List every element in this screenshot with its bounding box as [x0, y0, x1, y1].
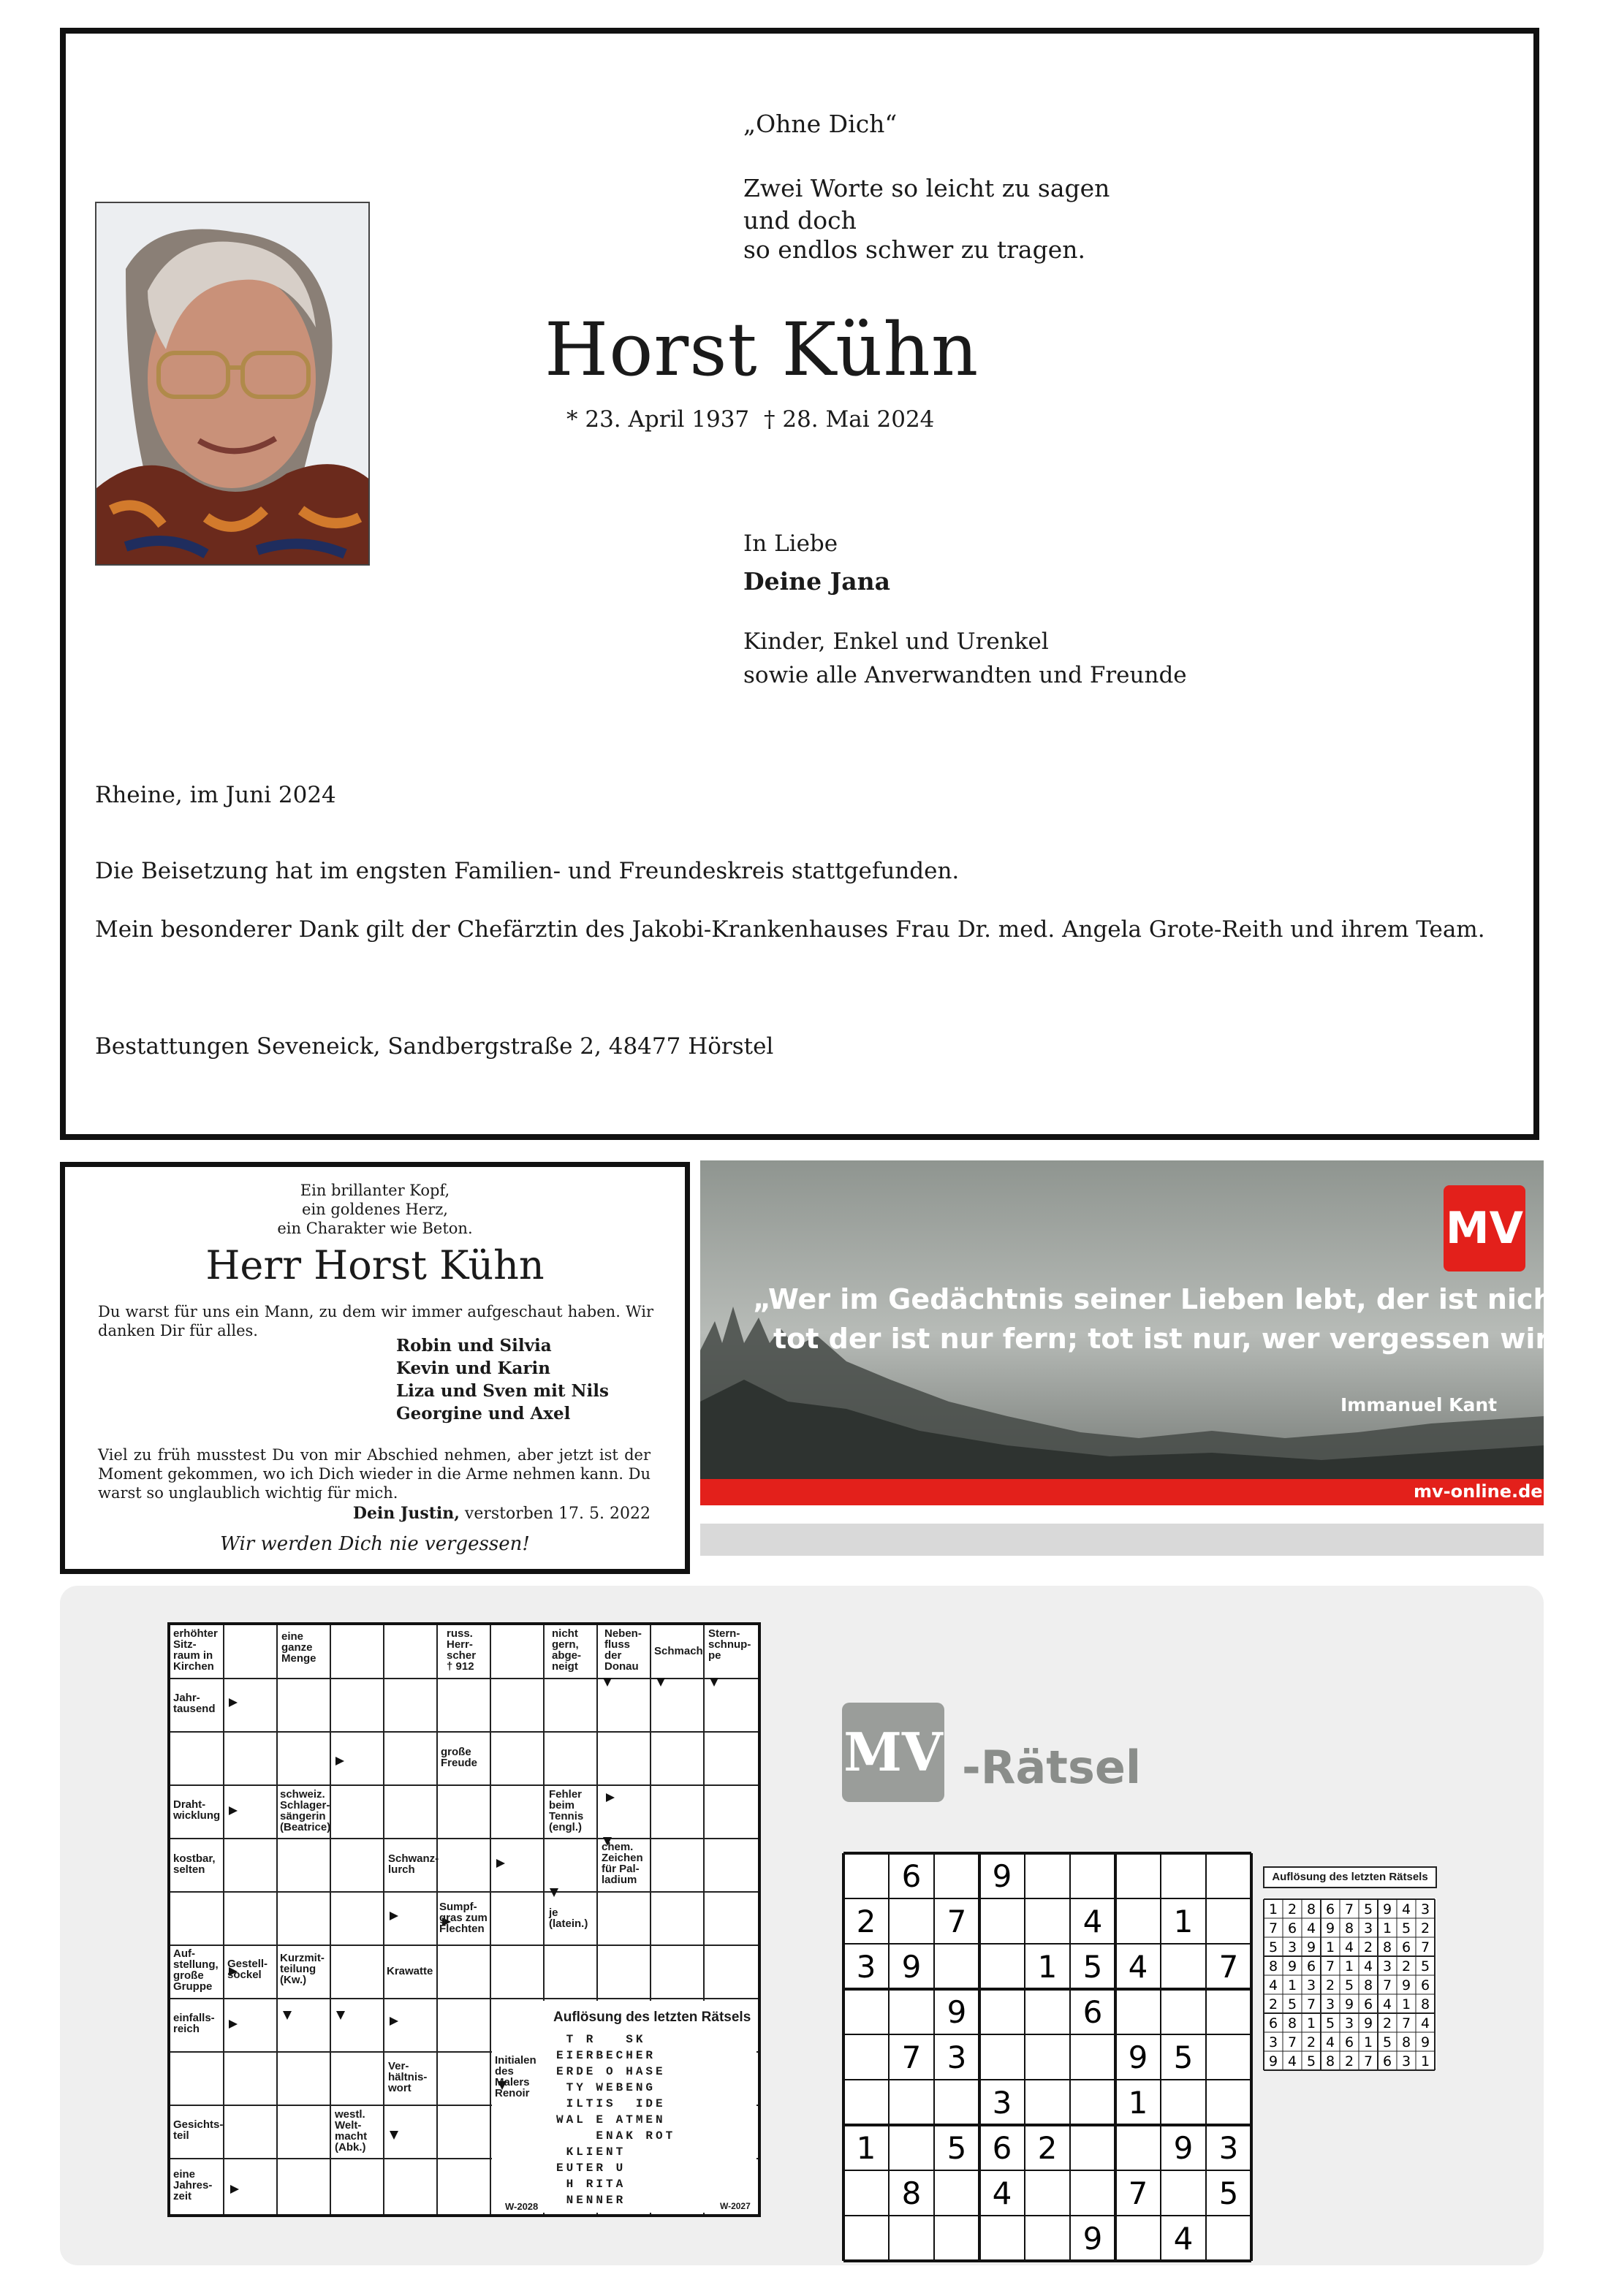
portrait-photo: [95, 202, 370, 566]
justin-sign: Dein Justin, verstorben 17. 5. 2022: [352, 1504, 651, 1523]
clue: Schwanz- lurch: [388, 1852, 439, 1876]
clue: Schmach: [654, 1645, 703, 1657]
mourner-name: Kevin und Karin: [396, 1358, 550, 1378]
clue: Gestell- sockel: [227, 1958, 268, 1981]
sudoku-digit: 3: [947, 2040, 967, 2075]
clue: Gesichts- teil: [173, 2118, 224, 2142]
sudoku-solution-digit: 2: [1363, 1939, 1373, 1955]
ad-url[interactable]: mv-online.de: [1414, 1481, 1543, 1502]
sudoku-digit: 3: [856, 1949, 876, 1985]
sudoku-digit: 6: [1082, 1994, 1103, 2030]
family-line: sowie alle Anverwandten und Freunde: [743, 662, 1187, 688]
sudoku-solution-digit: 1: [1268, 1901, 1278, 1917]
sudoku-solution-digit: 7: [1401, 2015, 1411, 2031]
sudoku-solution-digit: 7: [1420, 1939, 1430, 1955]
sudoku-digit: 5: [1218, 2175, 1239, 2211]
sudoku-digit: 1: [1128, 2085, 1148, 2121]
intro-line: Ein brillanter Kopf,: [300, 1182, 450, 1199]
sudoku-digit: 2: [856, 1904, 876, 1939]
sudoku-digit: 5: [1173, 2040, 1194, 2075]
sudoku-solution-digit: 7: [1382, 1977, 1392, 1993]
sudoku-digit: 4: [1082, 1904, 1103, 1939]
sudoku-solution-digit: 4: [1382, 1996, 1392, 2012]
sudoku-solution-digit: 3: [1382, 1958, 1392, 1974]
poem-title: „Ohne Dich“: [743, 110, 898, 138]
sudoku-solution-digit: 4: [1325, 2034, 1335, 2050]
sudoku-solution-digit: 3: [1325, 1996, 1335, 2012]
sudoku-digit: 4: [1173, 2221, 1194, 2257]
sudoku-digit: 4: [992, 2175, 1012, 2211]
sudoku-solution-digit: 8: [1306, 1901, 1316, 1917]
sudoku-solution-digit: 3: [1306, 1977, 1316, 1993]
clue: chem. Zeichen für Pal- ladium: [602, 1841, 643, 1886]
clue: westl. Welt- macht (Abk.): [335, 2108, 368, 2154]
sudoku-digit: 9: [1173, 2130, 1194, 2166]
mv-logo: MV: [1444, 1185, 1525, 1271]
sudoku-digit: 9: [1082, 2221, 1103, 2257]
sudoku-solution-digit: 2: [1382, 2015, 1392, 2031]
burial-text: Die Beisetzung hat im engsten Familien- und Freundeskreis stattgefunden.: [95, 858, 960, 884]
sudoku-solution-digit: 6: [1268, 2015, 1278, 2031]
sudoku-digit: 8: [901, 2175, 922, 2211]
place-date: Rheine, im Juni 2024: [95, 782, 336, 808]
sudoku-solution-digit: 5: [1344, 1977, 1354, 1993]
sudoku-solution-digit: 9: [1306, 1939, 1316, 1955]
sudoku-solution-digit: 8: [1344, 1920, 1354, 1936]
ad-author: Immanuel Kant: [1340, 1394, 1498, 1415]
sudoku-digit: 1: [1173, 1904, 1194, 1939]
sudoku-solution-digit: 5: [1363, 1901, 1373, 1917]
sudoku-solution-digit: 4: [1420, 2015, 1430, 2031]
sudoku-digit: 2: [1037, 2130, 1058, 2166]
crossword-solution-grid: T R SK EIERBECHER ERDE O HASE TY WEBENG ILTIS IDE WAL E ATMEN ENAK ROT KLIENT EUTER U H RITA NENNER: [556, 2033, 676, 2207]
poem-line: und doch: [743, 206, 857, 235]
sudoku-solution-digit: 8: [1268, 1958, 1278, 1974]
sudoku-digit: 9: [901, 1949, 922, 1985]
sudoku-solution-digit: 5: [1382, 2034, 1392, 2050]
sudoku-solution-digit: 4: [1363, 1958, 1373, 1974]
sudoku-solution-digit: 1: [1363, 2034, 1373, 2050]
mourner-name: Liza und Sven mit Nils: [396, 1381, 609, 1401]
sudoku-solution-digit: 8: [1287, 2015, 1297, 2031]
clue: Neben- fluss der Donau: [604, 1627, 642, 1673]
sudoku-solution-digit: 3: [1287, 1939, 1297, 1955]
raetsel-title: -Rätsel: [962, 1741, 1142, 1794]
sudoku-solution-digit: 9: [1382, 1901, 1392, 1917]
deceased-name: Horst Kühn: [545, 307, 979, 392]
closing-line: Wir werden Dich nie vergessen!: [220, 1533, 530, 1555]
sudoku-solution-digit: 4: [1306, 1920, 1316, 1936]
clue: Sumpf- gras zum Flechten: [439, 1901, 488, 1935]
intro-line: ein goldenes Herz,: [302, 1201, 448, 1218]
sudoku-solution-digit: 2: [1344, 2053, 1354, 2069]
sudoku-solution-digit: 9: [1420, 2034, 1430, 2050]
poem-line: Zwei Worte so leicht zu sagen: [743, 174, 1110, 202]
sudoku-solution-digit: 8: [1401, 2034, 1411, 2050]
clue: Draht- wicklung: [173, 1798, 221, 1822]
puzzle-code: W-2027: [720, 2201, 751, 2211]
sudoku-solution-digit: 2: [1268, 1996, 1278, 2012]
sudoku-solution-digit: 6: [1401, 1939, 1411, 1955]
sudoku-solution-digit: 3: [1268, 2034, 1278, 2050]
sudoku-solution-digit: 1: [1325, 1939, 1335, 1955]
sudoku-solution-digit: 7: [1363, 2053, 1373, 2069]
ad-quote-line: tot der ist nur fern; tot ist nur, wer vergessen wird.“: [773, 1323, 1598, 1355]
sudoku-solution-digit: 7: [1287, 2034, 1297, 2050]
sudoku-solution-digit: 5: [1268, 1939, 1278, 1955]
sudoku-digit: 1: [1037, 1949, 1058, 1985]
clue: nicht gern, abge- neigt: [552, 1627, 582, 1673]
sudoku-solution-digit: 5: [1401, 1920, 1411, 1936]
sudoku-solution-digit: 1: [1287, 1977, 1297, 1993]
sudoku-solution-digit: 6: [1325, 1901, 1335, 1917]
mv-raetsel-logo: MV: [842, 1703, 944, 1802]
sudoku-solution-digit: 1: [1401, 1996, 1411, 2012]
clue: Auf- stellung, große Gruppe: [173, 1947, 219, 1993]
sudoku-solution-digit: 8: [1420, 1996, 1430, 2012]
sudoku-solution-digit: 4: [1401, 1901, 1411, 1917]
sudoku-digit: 5: [947, 2130, 967, 2166]
sudoku-solution-digit: 6: [1306, 1958, 1316, 1974]
mourner-name: Robin und Silvia: [396, 1336, 552, 1356]
sudoku-digit: 3: [1218, 2130, 1239, 2166]
clue: Ver- hältnis- wort: [388, 2060, 428, 2094]
sudoku-digit: 4: [1128, 1949, 1148, 1985]
puzzle-code: W-2028: [505, 2201, 539, 2212]
clue: kostbar, selten: [173, 1852, 216, 1876]
clue: schweiz. Schlager- sängerin (Beatrice): [280, 1788, 331, 1833]
sudoku-digit: 1: [856, 2130, 876, 2166]
sudoku-digit: 6: [901, 1858, 922, 1894]
clue: je (latein.): [549, 1907, 588, 1930]
sudoku-solution-digit: 2: [1401, 1958, 1411, 1974]
sudoku-solution-digit: 1: [1344, 1958, 1354, 1974]
sudoku-solution-grid: [1263, 1898, 1437, 2068]
sudoku-digit: 5: [1082, 1949, 1103, 1985]
sudoku-solution-digit: 7: [1268, 1920, 1278, 1936]
sudoku-solution-digit: 4: [1268, 1977, 1278, 1993]
small-name: Herr Horst Kühn: [205, 1242, 545, 1288]
sudoku-solution-digit: 2: [1287, 1901, 1297, 1917]
intro-line: ein Charakter wie Beton.: [277, 1220, 473, 1237]
death-date: † 28. Mai 2024: [764, 406, 935, 433]
sudoku-solution-digit: 7: [1325, 1958, 1335, 1974]
clue: eine ganze Menge: [281, 1630, 316, 1665]
sudoku-solution-digit: 5: [1420, 1958, 1430, 1974]
sudoku-solution-digit: 4: [1287, 2053, 1297, 2069]
clue: eine Jahres- zeit: [173, 2168, 213, 2202]
sudoku-solution-digit: 6: [1382, 2053, 1392, 2069]
gray-bar: [700, 1524, 1544, 1556]
clue: Kurzmit- teilung (Kw.): [280, 1952, 325, 1986]
clue: Stern- schnup- pe: [708, 1627, 751, 1662]
sudoku-solution-digit: 3: [1344, 2015, 1354, 2031]
sudoku-solution-digit: 9: [1268, 2053, 1278, 2069]
crossword-solution-title: Auflösung des letzten Rätsels: [553, 2010, 751, 2025]
birth-date: * 23. April 1937: [566, 406, 750, 433]
in-love-label: In Liebe: [743, 531, 838, 557]
sudoku-solution-digit: 1: [1306, 2015, 1316, 2031]
ad-quote-line: „Wer im Gedächtnis seiner Lieben lebt, der ist nicht: [753, 1283, 1566, 1315]
sudoku-solution-title: Auflösung des letzten Rätsels: [1263, 1866, 1437, 1888]
sudoku-solution-digit: 2: [1325, 1977, 1335, 1993]
sudoku-digit: 7: [1128, 2175, 1148, 2211]
poem-line: so endlos schwer zu tragen.: [743, 235, 1085, 264]
sudoku-solution-digit: 5: [1325, 2015, 1335, 2031]
sudoku-grid: [842, 1852, 1253, 2262]
clue: erhöhter Sitz- raum in Kirchen: [173, 1627, 218, 1673]
thanks-text: Mein besonderer Dank gilt der Chefärztin des Jakobi-Krankenhauses Frau Dr. med. Angela Grote-Reith und ihrem Team.: [95, 916, 1485, 943]
clue: einfalls- reich: [173, 2012, 215, 2035]
sudoku-solution-digit: 3: [1401, 2053, 1411, 2069]
family-line: Kinder, Enkel und Urenkel: [743, 628, 1049, 655]
sudoku-digit: 7: [947, 1904, 967, 1939]
sudoku-solution-digit: 2: [1306, 2034, 1316, 2050]
signer-name: Deine Jana: [743, 567, 890, 596]
clue: Initialen des Malers Renoir: [495, 2054, 536, 2099]
sudoku-solution-digit: 6: [1363, 1996, 1373, 2012]
sudoku-solution-digit: 9: [1401, 1977, 1411, 1993]
sudoku-solution-digit: 3: [1363, 1920, 1373, 1936]
small-text: Viel zu früh musstest Du von mir Abschied nehmen, aber jetzt ist der Moment gekommen, wo ich Dich wieder in die Arme nehmen kann. Du warst so unglaublich wichtig für mich.: [98, 1446, 651, 1502]
sudoku-solution-digit: 3: [1420, 1901, 1430, 1917]
small-text: Du warst für uns ein Mann, zu dem wir immer aufgeschaut haben. Wir danken Dir für alles.: [98, 1303, 653, 1339]
sudoku-digit: 7: [1218, 1949, 1239, 1985]
sudoku-solution-digit: 7: [1344, 1901, 1354, 1917]
clue: Krawatte: [387, 1965, 433, 1977]
sudoku-solution-digit: 9: [1325, 1920, 1335, 1936]
sudoku-solution-digit: 4: [1344, 1939, 1354, 1955]
clue: Fehler beim Tennis (engl.): [549, 1788, 584, 1833]
clue: russ. Herr- scher † 912: [447, 1627, 477, 1673]
sudoku-digit: 7: [901, 2040, 922, 2075]
sudoku-solution-digit: 8: [1382, 1939, 1392, 1955]
clue: große Freude: [441, 1746, 478, 1769]
sudoku-solution-digit: 1: [1382, 1920, 1392, 1936]
sudoku-solution-digit: 6: [1344, 2034, 1354, 2050]
sudoku-solution-digit: 2: [1420, 1920, 1430, 1936]
sudoku-digit: 3: [992, 2085, 1012, 2121]
sudoku-solution-digit: 9: [1363, 2015, 1373, 2031]
sudoku-solution-digit: 9: [1344, 1996, 1354, 2012]
crossword-grid: [167, 1622, 761, 2217]
sudoku-solution-digit: 7: [1306, 1996, 1316, 2012]
sudoku-solution-digit: 9: [1287, 1958, 1297, 1974]
sudoku-digit: 6: [992, 2130, 1012, 2166]
undertaker: Bestattungen Seveneick, Sandbergstraße 2, 48477 Hörstel: [95, 1033, 774, 1060]
sudoku-solution-digit: 6: [1420, 1977, 1430, 1993]
clue: Jahr- tausend: [173, 1692, 216, 1715]
sudoku-solution-digit: 5: [1306, 2053, 1316, 2069]
sudoku-solution-digit: 6: [1287, 1920, 1297, 1936]
sudoku-digit: 9: [947, 1994, 967, 2030]
sudoku-solution-digit: 8: [1325, 2053, 1335, 2069]
sudoku-solution-digit: 5: [1287, 1996, 1297, 2012]
sudoku-digit: 9: [1128, 2040, 1148, 2075]
sudoku-digit: 9: [992, 1858, 1012, 1894]
mourner-name: Georgine und Axel: [396, 1404, 571, 1423]
sudoku-solution-digit: 8: [1363, 1977, 1373, 1993]
sudoku-solution-digit: 1: [1420, 2053, 1430, 2069]
